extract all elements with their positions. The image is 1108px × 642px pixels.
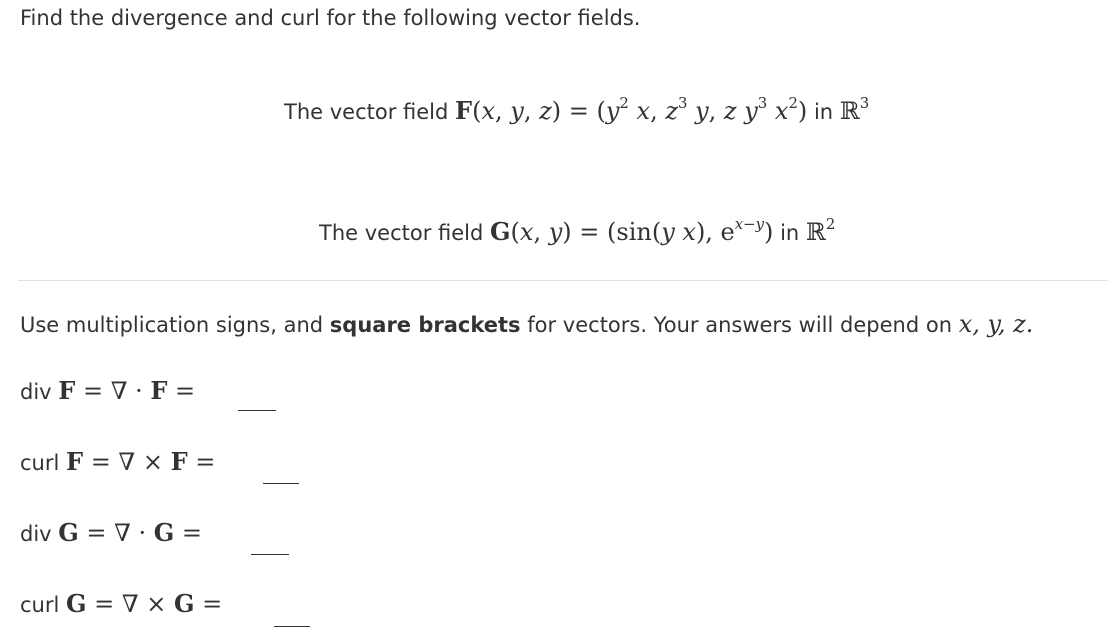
hint-text [20, 310, 1033, 338]
hint-before: Use multiplication signs, and [20, 313, 324, 337]
hint-strong: square brackets [329, 313, 521, 337]
curl-g-label: curl [20, 593, 60, 617]
hint-variables: x, y, z. [958, 310, 1034, 338]
instruction-text: Find the divergence and curl for the following vector fields. [20, 6, 641, 30]
curl-f-label: curl [20, 451, 60, 475]
div-g-row [20, 518, 202, 547]
div-f-row [20, 376, 195, 405]
field-f-prefix: The vector field [284, 100, 449, 124]
curl-g-answer-input[interactable] [274, 604, 310, 627]
field-g-space: ℝ$^2$ [805, 214, 836, 246]
curl-f-expression: F = ∇ × F = [66, 447, 216, 476]
section-divider [18, 280, 1108, 281]
field-f-formula: F(x, y, $z) = (y^2$ x, $z^3$ y, z $y^3$ $x^2$) [455, 93, 808, 125]
curl-f-row [20, 447, 215, 476]
field-g-suffix: in [780, 221, 800, 245]
div-f-label: div [20, 380, 52, 404]
curl-g-row [20, 589, 222, 618]
field-f-space: ℝ$^3$ [839, 93, 870, 125]
div-f-answer-input[interactable] [238, 388, 276, 411]
hint-after: for vectors. Your answers will depend on [527, 313, 952, 337]
curl-g-expression: G = ∇ × G = [66, 589, 223, 618]
vector-field-f-statement [284, 93, 870, 125]
div-g-label: div [20, 522, 52, 546]
vector-field-g-statement [319, 214, 836, 246]
field-g-prefix: The vector field [319, 221, 484, 245]
div-f-expression: F = ∇ · F = [58, 376, 196, 405]
div-g-expression: G = ∇ · G = [58, 518, 203, 547]
field-f-suffix: in [813, 100, 834, 124]
div-g-answer-input[interactable] [251, 532, 289, 555]
curl-f-answer-input[interactable] [263, 461, 299, 484]
field-g-formula: G(x, y) = (sin(y x), $e^{x-y}$) [490, 214, 774, 246]
